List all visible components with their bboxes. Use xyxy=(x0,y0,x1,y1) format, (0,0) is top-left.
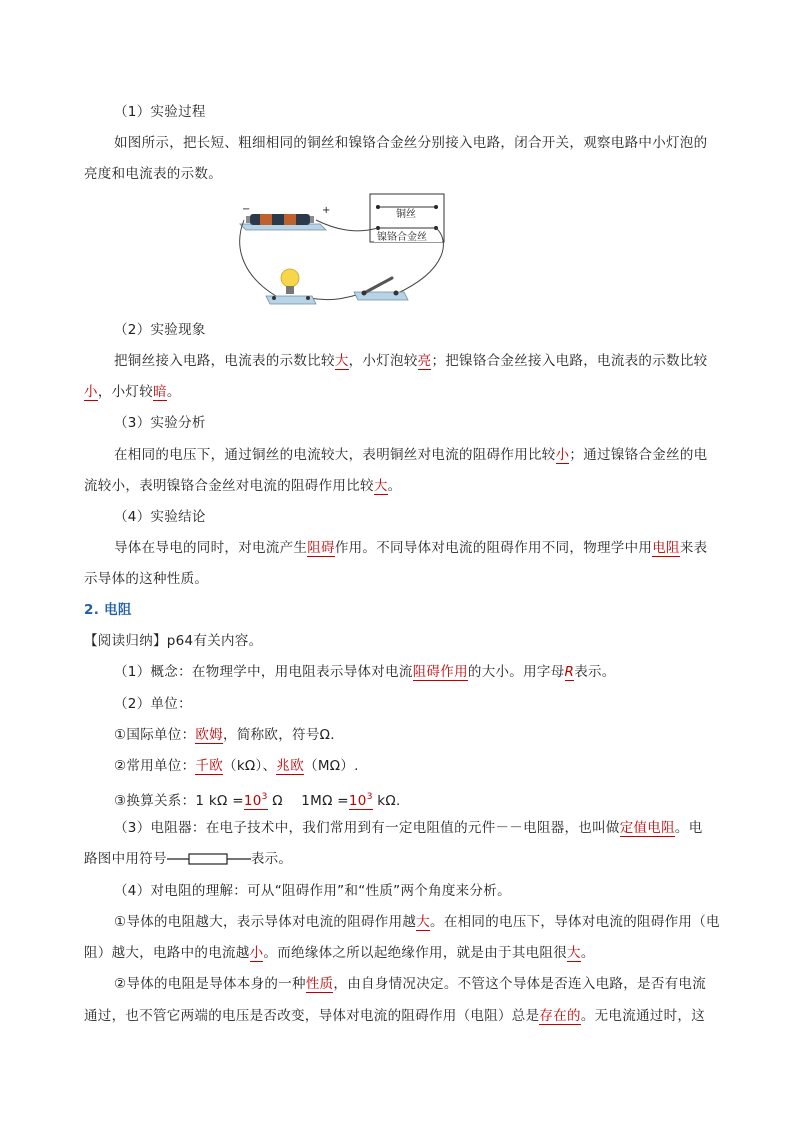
paragraph-line xyxy=(114,662,744,682)
text: 。 xyxy=(580,945,595,961)
paragraph-line: （4）对电阻的理解：可从“阻碍作用”和“性质”两个角度来分析。 xyxy=(114,883,511,899)
switch-lever xyxy=(366,278,392,292)
light-bulb xyxy=(281,269,299,287)
text: 的大小。用字母 xyxy=(467,664,565,680)
copper-wire-label: 铜丝 xyxy=(396,209,416,220)
exponent: 3 xyxy=(261,792,268,802)
paragraph-line xyxy=(114,756,744,776)
text: ，由自身情况决定。不管这个导体是否连入电路，是否有电流 xyxy=(333,976,707,992)
paragraph-line xyxy=(84,943,714,963)
paragraph-line xyxy=(114,818,744,838)
answer-blank: 大 xyxy=(373,478,388,494)
paragraph-line xyxy=(114,725,744,745)
text: 路图中用符号 xyxy=(84,851,167,867)
text: 表示。 xyxy=(574,664,616,680)
answer-blank: 定值电阻 xyxy=(619,820,675,836)
text: （1）概念：在物理学中，用电阻表示导体对电流 xyxy=(114,664,413,680)
answer-blank xyxy=(349,793,373,810)
text: 。无电流通过时，这 xyxy=(580,1008,706,1024)
text: ①导体的电阻越大，表示导体对电流的阻碍作用越 xyxy=(114,914,417,930)
answer-blank: 小 xyxy=(84,384,98,400)
paragraph-line xyxy=(84,476,714,496)
paragraph-line: 如图所示，把长短、粗细相同的铜丝和镍铬合金丝分别接入电路，闭合开关，观察电路中小灯泡的 xyxy=(114,135,708,151)
text: 。在相同的电压下，导体对电流的阻碍作用（电 xyxy=(430,914,720,930)
circuit-diagram xyxy=(236,190,452,312)
answer-blank: 暗 xyxy=(153,384,167,400)
heading-conclusion: （4）实验结论 xyxy=(114,509,206,525)
paragraph-line xyxy=(114,912,744,932)
text: 通过，也不管它两端的电压是否改变，导体对电流的阻碍作用（电阻）总是 xyxy=(84,1008,540,1024)
heading-analysis: （3）实验分析 xyxy=(114,415,206,431)
answer-blank: 兆欧 xyxy=(276,758,305,774)
text: ②导体的电阻是导体本身的一种 xyxy=(114,976,306,992)
answer-blank: 大 xyxy=(416,914,431,930)
answer-blank: 亮 xyxy=(417,353,432,369)
answer-blank: 性质 xyxy=(305,976,334,992)
paragraph-line xyxy=(114,787,744,811)
text: 。电 xyxy=(674,820,703,836)
text: 10 xyxy=(348,793,367,809)
heading-phenomenon: （2）实验现象 xyxy=(114,322,206,338)
paragraph-line: 示导体的这种性质。 xyxy=(84,571,209,587)
text: ③换算关系：1 kΩ = xyxy=(114,793,244,809)
section-title-resistance: 2. 电阻 xyxy=(84,602,132,618)
nichrome-wire-label: 镍铬合金丝 xyxy=(377,232,427,243)
paragraph-line xyxy=(114,445,744,465)
answer-blank: 电阻 xyxy=(652,540,680,556)
answer-blank: 小 xyxy=(555,447,570,463)
paragraph-line xyxy=(114,974,744,994)
plus-terminal-label: + xyxy=(322,205,331,216)
text: 作用。不同导体对电流的阻碍作用不同，物理学中用 xyxy=(334,540,653,556)
text: 表示。 xyxy=(250,851,293,867)
text: 。 xyxy=(387,478,402,494)
answer-blank: 小 xyxy=(249,945,264,961)
paragraph-line xyxy=(84,382,714,402)
wire xyxy=(240,220,276,296)
text: （kΩ）、 xyxy=(223,758,277,774)
text: 把铜丝接入电路，电流表的示数比较 xyxy=(114,353,335,369)
text: kΩ. xyxy=(372,793,401,809)
answer-blank: 大 xyxy=(567,945,581,961)
answer-blank: 千欧 xyxy=(195,758,224,774)
exponent: 3 xyxy=(366,792,373,802)
battery-cell xyxy=(250,214,310,225)
paragraph-line xyxy=(84,849,714,869)
text: 来表 xyxy=(679,540,708,556)
reading-note: 【阅读归纳】p64有关内容。 xyxy=(84,633,263,649)
text: 阻）越大，电路中的电流越 xyxy=(84,945,250,961)
wire xyxy=(310,294,360,300)
paragraph-line: （2）单位： xyxy=(114,696,192,712)
text: ，小灯泡较 xyxy=(348,353,418,369)
text: ；把镍铬合金丝接入电路，电流表的示数比较 xyxy=(431,353,708,369)
text: ，简称欧，符号Ω. xyxy=(223,727,335,743)
text: ②常用单位： xyxy=(114,758,196,774)
text: 在相同的电压下，通过铜丝的电流较大，表明铜丝对电流的阻碍作用比较 xyxy=(114,447,556,463)
text: 。 xyxy=(166,384,181,400)
text: ①国际单位： xyxy=(114,727,196,743)
answer-blank: 欧姆 xyxy=(195,727,224,743)
text: （MΩ）. xyxy=(304,758,359,774)
answer-blank: 阻碍作用 xyxy=(412,664,468,680)
paragraph-line xyxy=(84,1006,714,1026)
text: Ω 1MΩ = xyxy=(267,793,349,809)
heading-experiment-process: （1）实验过程 xyxy=(114,104,206,120)
paragraph-line xyxy=(114,538,744,558)
text: （3）电阻器：在电子技术中，我们常用到有一定电阻值的元件－－电阻器，也叫做 xyxy=(114,820,620,836)
answer-blank: 存在的 xyxy=(539,1008,581,1024)
answer-blank xyxy=(244,793,268,810)
resistor-symbol-icon xyxy=(167,852,251,866)
answer-blank: R xyxy=(564,664,575,680)
paragraph-line: 亮度和电流表的示数。 xyxy=(84,166,222,182)
text: 10 xyxy=(243,793,262,809)
paragraph-line xyxy=(114,351,744,371)
text: ，小灯较 xyxy=(97,384,154,400)
text: 流较小，表明镍铬合金丝对电流的阻碍作用比较 xyxy=(84,478,374,494)
text: 。而绝缘体之所以起绝缘作用，就是由于其电阻很 xyxy=(263,945,568,961)
answer-blank: 大 xyxy=(334,353,349,369)
minus-terminal-label: − xyxy=(242,204,251,215)
answer-blank: 阻碍 xyxy=(307,540,335,556)
text: ；通过镍铬合金丝的电 xyxy=(569,447,708,463)
text: 导体在导电的同时，对电流产生 xyxy=(114,540,308,556)
